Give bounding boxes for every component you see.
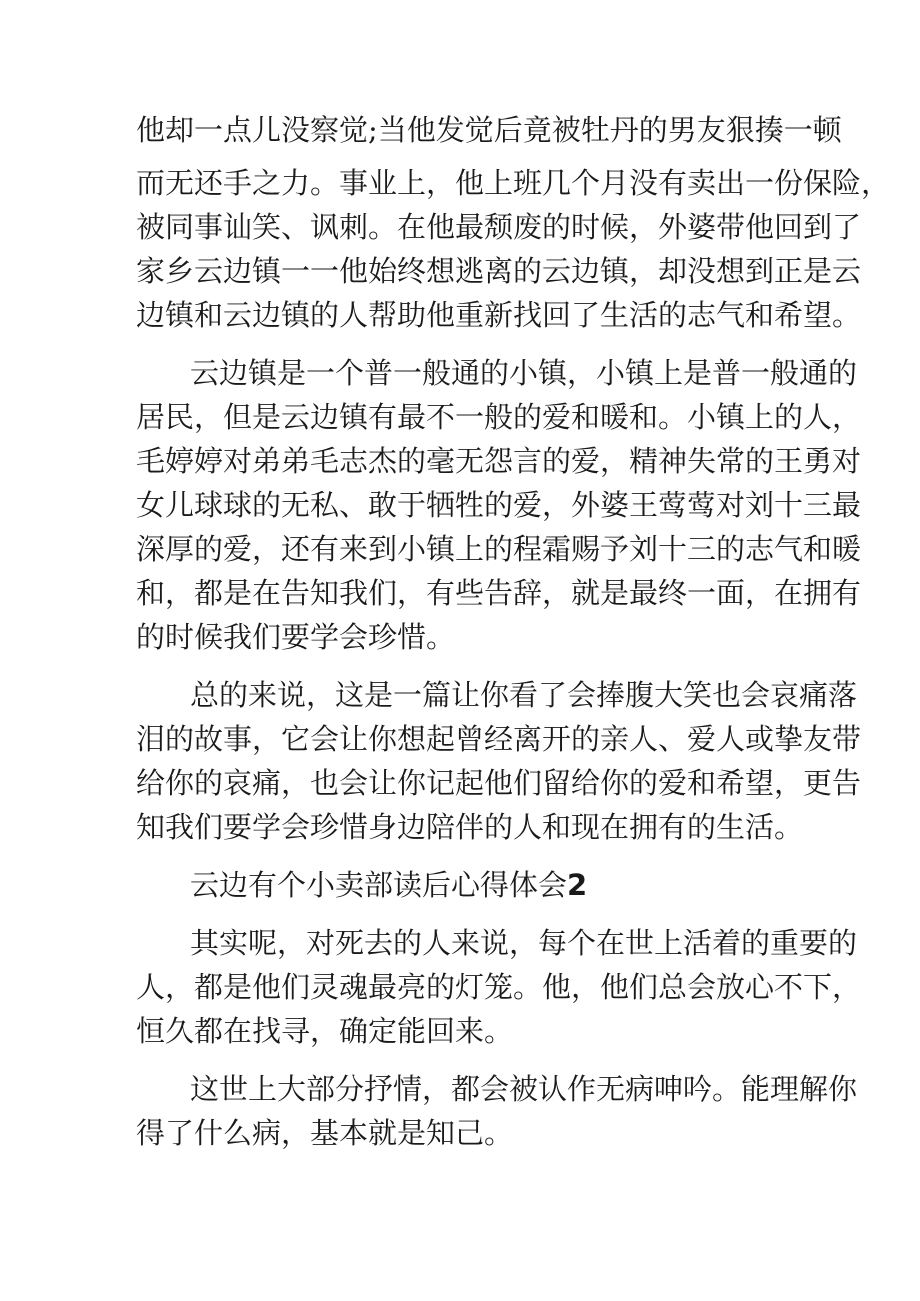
text-line: 云边镇是一个普一般通的小镇，小镇上是普一般通的: [190, 356, 858, 390]
text-line: 深厚的爱，还有来到小镇上的程霜赐予刘十三的志气和暖: [136, 532, 862, 566]
text-line: 的时候我们要学会珍惜。: [136, 620, 456, 654]
text-line: 被同事讪笑、讽刺。在他最颓废的时候，外婆带他回到了: [136, 210, 862, 244]
text-line: 这世上大部分抒情，都会被认作无病呻吟。能理解你: [190, 1072, 858, 1106]
text-line: 得了什么病，基本就是知己。: [136, 1116, 514, 1150]
section-heading: [190, 865, 587, 905]
text-line: 毛婷婷对弟弟毛志杰的毫无怨言的爱，精神失常的王勇对: [136, 444, 862, 478]
text-line: 总的来说，这是一篇让你看了会捧腹大笑也会哀痛落: [190, 678, 858, 712]
heading-number: 2: [567, 868, 588, 902]
text-line: 知我们要学会珍惜身边陪伴的人和现在拥有的生活。: [136, 810, 804, 844]
heading-text: 云边有个小卖部读后心得体会: [190, 868, 568, 902]
text-line: 家乡云边镇一一他始终想逃离的云边镇，却没想到正是云: [136, 254, 862, 288]
text-line: 泪的故事，它会让你想起曾经离开的亲人、爱人或挚友带: [136, 722, 862, 756]
text-line: 居民，但是云边镇有最不一般的爱和暖和。小镇上的人，: [136, 400, 862, 434]
text-line: 其实呢，对死去的人来说，每个在世上活着的重要的: [190, 926, 858, 960]
text-line: 给你的哀痛，也会让你记起他们留给你的爱和希望，更告: [136, 766, 862, 800]
text-line: 恒久都在找寻，确定能回来。: [136, 1014, 514, 1048]
text-line: 女儿球球的无私、敢于牺牲的爱，外婆王莺莺对刘十三最: [136, 488, 862, 522]
text-line: 他却一点儿没察觉;当他发觉后竟被牡丹的男友狠揍一顿: [136, 113, 842, 147]
text-line: 而无还手之力。事业上，他上班几个月没有卖出一份保险，: [136, 166, 891, 200]
text-line: 人，都是他们灵魂最亮的灯笼。他，他们总会放心不下，: [136, 970, 862, 1004]
text-line: 边镇和云边镇的人帮助他重新找回了生活的志气和希望。: [136, 298, 862, 332]
text-line: 和，都是在告知我们，有些告辞，就是最终一面，在拥有: [136, 576, 862, 610]
